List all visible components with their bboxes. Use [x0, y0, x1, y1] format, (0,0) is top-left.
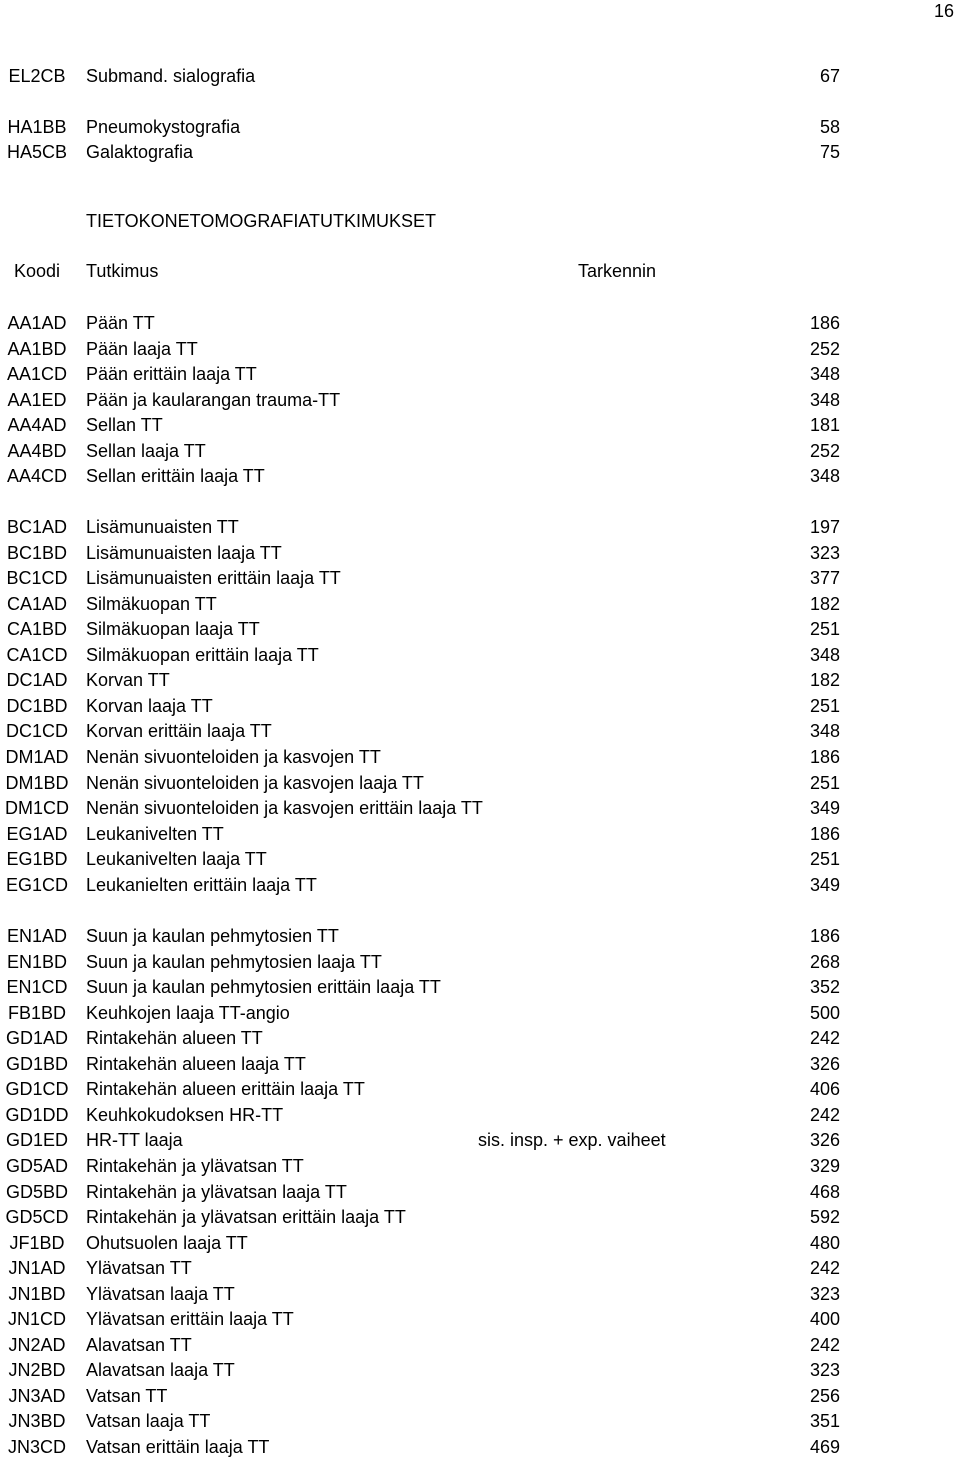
row-name: Rintakehän ja ylävatsan laaja TT: [86, 1182, 347, 1202]
row-price: 242: [809, 1028, 840, 1048]
row-code: GD1DD: [5, 1105, 69, 1125]
row-name: Nenän sivuonteloiden ja kasvojen laaja TT: [86, 773, 424, 793]
row-name: Silmäkuopan laaja TT: [86, 619, 260, 639]
header-spec: Tarkennin: [578, 261, 657, 281]
row-price: 251: [809, 773, 840, 793]
row-price: 242: [809, 1105, 840, 1125]
table-row: [0, 1051, 960, 1077]
row-price: 252: [809, 441, 840, 461]
header-code: Koodi: [13, 261, 61, 281]
row-name: Ohutsuolen laaja TT: [86, 1233, 248, 1253]
row-price: 592: [809, 1207, 840, 1227]
row-name: Ylävatsan laaja TT: [86, 1284, 235, 1304]
row-name: Rintakehän ja ylävatsan TT: [86, 1156, 304, 1176]
row-price: 377: [809, 568, 840, 588]
row-code: JN2AD: [8, 1335, 66, 1355]
table-row: [0, 667, 960, 693]
table-row: [0, 770, 960, 796]
table-row: [0, 412, 960, 438]
row-code: DC1BD: [6, 696, 68, 716]
row-price: 326: [809, 1054, 840, 1074]
row-price: 251: [809, 696, 840, 716]
row-code: JN1BD: [8, 1284, 66, 1304]
row-note: sis. insp. + exp. vaiheet: [478, 1130, 666, 1150]
row-name: Vatsan erittäin laaja TT: [86, 1437, 270, 1457]
row-price: 256: [809, 1386, 840, 1406]
row-name: HR-TT laaja: [86, 1130, 183, 1150]
row-code: EN1AD: [6, 926, 68, 946]
row-price: 268: [809, 952, 840, 972]
row-name: Alavatsan laaja TT: [86, 1360, 235, 1380]
row-name: Leukanielten erittäin laaja TT: [86, 875, 317, 895]
row-code: GD5CD: [5, 1207, 69, 1227]
row-code: GD1ED: [5, 1130, 68, 1150]
row-code: EG1AD: [6, 824, 68, 844]
table-row: [0, 744, 960, 770]
table-row: [0, 923, 960, 949]
row-code: AA1AD: [7, 313, 67, 333]
table-row: [0, 821, 960, 847]
row-code: EG1CD: [5, 875, 68, 895]
row-code: CA1BD: [6, 619, 68, 639]
section-title: TIETOKONETOMOGRAFIATUTKIMUKSET: [86, 211, 437, 231]
table-row: [0, 642, 960, 668]
row-name: Rintakehän alueen erittäin laaja TT: [86, 1079, 365, 1099]
row-code: GD1BD: [5, 1054, 68, 1074]
row-price: 58: [819, 117, 840, 137]
row-name: Alavatsan TT: [86, 1335, 192, 1355]
row-name: Suun ja kaulan pehmytosien TT: [86, 926, 339, 946]
row-price: 500: [809, 1003, 840, 1023]
row-code: AA4BD: [7, 441, 67, 461]
row-price: 181: [809, 415, 840, 435]
row-name: Keuhkojen laaja TT-angio: [86, 1003, 290, 1023]
table-row: [0, 1153, 960, 1179]
row-code: BC1CD: [6, 568, 68, 588]
table-row: [0, 949, 960, 975]
table-row: [0, 463, 960, 489]
row-name: Lisämunuaisten laaja TT: [86, 543, 282, 563]
row-code: BC1AD: [6, 517, 68, 537]
table-row: [0, 1434, 960, 1460]
row-price: 251: [809, 849, 840, 869]
row-name: Pään TT: [86, 313, 155, 333]
row-name: Lisämunuaisten TT: [86, 517, 239, 537]
row-code: JN3AD: [8, 1386, 66, 1406]
row-code: AA1ED: [7, 390, 67, 410]
table-row: [0, 591, 960, 617]
row-price: 348: [809, 390, 840, 410]
row-price: 67: [819, 66, 840, 86]
row-name: Korvan laaja TT: [86, 696, 213, 716]
table-row: [0, 514, 960, 540]
row-price: 323: [809, 543, 840, 563]
row-price: 348: [809, 466, 840, 486]
row-code: HA5CB: [6, 142, 68, 162]
row-code: GD1CD: [5, 1079, 69, 1099]
row-price: 348: [809, 721, 840, 741]
row-code: EG1BD: [6, 849, 68, 869]
row-name: Lisämunuaisten erittäin laaja TT: [86, 568, 341, 588]
row-code: DC1CD: [5, 721, 68, 741]
row-price: 406: [809, 1079, 840, 1099]
row-code: DM1BD: [5, 773, 69, 793]
row-name: Ylävatsan erittäin laaja TT: [86, 1309, 294, 1329]
row-code: JN1AD: [8, 1258, 66, 1278]
row-name: Sellan TT: [86, 415, 163, 435]
table-row: [0, 1230, 960, 1256]
table-row: [0, 1025, 960, 1051]
row-name: Pään ja kaularangan trauma-TT: [86, 390, 341, 410]
table-row: [0, 974, 960, 1000]
row-code: AA1CD: [6, 364, 68, 384]
row-price: 348: [809, 645, 840, 665]
row-name: Pneumokystografia: [86, 117, 241, 137]
table-row: [0, 1281, 960, 1307]
row-price: 349: [809, 798, 840, 818]
row-price: 186: [809, 824, 840, 844]
row-price: 242: [809, 1335, 840, 1355]
row-code: BC1BD: [6, 543, 68, 563]
row-code: EL2CB: [8, 66, 66, 86]
row-name: Silmäkuopan erittäin laaja TT: [86, 645, 319, 665]
row-name: Galaktografia: [86, 142, 194, 162]
row-price: 252: [809, 339, 840, 359]
table-row: [0, 795, 960, 821]
row-code: JN3CD: [7, 1437, 66, 1457]
row-price: 469: [809, 1437, 840, 1457]
table-row: [0, 1306, 960, 1332]
row-code: JF1BD: [9, 1233, 65, 1253]
row-code: AA4CD: [6, 466, 68, 486]
table-header: [0, 258, 960, 284]
table-row: [0, 1076, 960, 1102]
table-row: [0, 846, 960, 872]
row-code: AA4AD: [7, 415, 67, 435]
row-price: 480: [809, 1233, 840, 1253]
row-price: 186: [809, 747, 840, 767]
table-row: [0, 540, 960, 566]
row-code: HA1BB: [7, 117, 67, 137]
row-name: Rintakehän ja ylävatsan erittäin laaja TT: [86, 1207, 406, 1227]
table-row: [0, 1332, 960, 1358]
row-price: 352: [809, 977, 840, 997]
row-code: AA1BD: [7, 339, 67, 359]
row-code: DM1AD: [5, 747, 69, 767]
row-code: CA1CD: [6, 645, 68, 665]
row-code: DM1CD: [4, 798, 69, 818]
row-name: Pään erittäin laaja TT: [86, 364, 257, 384]
table-row: [0, 1255, 960, 1281]
table-row: [0, 1179, 960, 1205]
row-name: Keuhkokudoksen HR-TT: [86, 1105, 284, 1125]
row-code: JN3BD: [8, 1411, 66, 1431]
table-row: [0, 114, 960, 140]
row-name: Rintakehän alueen laaja TT: [86, 1054, 306, 1074]
table-row: [0, 1383, 960, 1409]
row-name: Leukanivelten TT: [86, 824, 224, 844]
row-name: Sellan laaja TT: [86, 441, 206, 461]
table-row: [0, 565, 960, 591]
row-name: Korvan erittäin laaja TT: [86, 721, 272, 741]
row-name: Korvan TT: [86, 670, 170, 690]
row-name: Pään laaja TT: [86, 339, 198, 359]
row-price: 349: [809, 875, 840, 895]
row-name: Vatsan TT: [86, 1386, 168, 1406]
row-price: 182: [809, 670, 840, 690]
row-price: 326: [809, 1130, 840, 1150]
row-code: DC1AD: [6, 670, 68, 690]
row-name: Ylävatsan TT: [86, 1258, 192, 1278]
row-code: EN1BD: [6, 952, 68, 972]
row-name: Suun ja kaulan pehmytosien erittäin laaja TT: [86, 977, 441, 997]
row-name: Nenän sivuonteloiden ja kasvojen TT: [86, 747, 381, 767]
row-price: 348: [809, 364, 840, 384]
header-name: Tutkimus: [86, 261, 159, 281]
table-row: [0, 63, 960, 89]
row-name: Silmäkuopan TT: [86, 594, 217, 614]
row-code: GD5AD: [5, 1156, 68, 1176]
table-row: [0, 1408, 960, 1434]
table-row: [0, 1357, 960, 1383]
row-price: 182: [809, 594, 840, 614]
row-name: Nenän sivuonteloiden ja kasvojen erittäin laaja TT: [86, 798, 483, 818]
row-code: JN1CD: [7, 1309, 66, 1329]
table-row: [0, 310, 960, 336]
table-row: [0, 718, 960, 744]
row-code: EN1CD: [6, 977, 68, 997]
table-row: [0, 139, 960, 165]
row-price: 186: [809, 313, 840, 333]
row-price: 75: [819, 142, 840, 162]
row-price: 323: [809, 1284, 840, 1304]
row-code: GD5BD: [5, 1182, 68, 1202]
table-row: [0, 616, 960, 642]
row-price: 251: [809, 619, 840, 639]
table-row: [0, 336, 960, 362]
row-code: CA1AD: [6, 594, 68, 614]
row-name: Rintakehän alueen TT: [86, 1028, 263, 1048]
row-price: 197: [809, 517, 840, 537]
row-price: 351: [809, 1411, 840, 1431]
row-name: Vatsan laaja TT: [86, 1411, 211, 1431]
table-row: [0, 1102, 960, 1128]
table-row: [0, 1000, 960, 1026]
table-row: [0, 387, 960, 413]
row-price: 242: [809, 1258, 840, 1278]
page-number: 16: [933, 1, 954, 21]
table-row: [0, 438, 960, 464]
row-price: 329: [809, 1156, 840, 1176]
row-price: 400: [809, 1309, 840, 1329]
row-name: Suun ja kaulan pehmytosien laaja TT: [86, 952, 382, 972]
row-price: 323: [809, 1360, 840, 1380]
row-code: JN2BD: [8, 1360, 66, 1380]
row-name: Sellan erittäin laaja TT: [86, 466, 265, 486]
row-name: Leukanivelten laaja TT: [86, 849, 267, 869]
table-row: [0, 872, 960, 898]
row-price: 186: [809, 926, 840, 946]
row-code: GD1AD: [5, 1028, 68, 1048]
table-row: [0, 1204, 960, 1230]
table-row: [0, 361, 960, 387]
row-code: FB1BD: [7, 1003, 67, 1023]
table-row: [0, 1127, 960, 1153]
row-price: 468: [809, 1182, 840, 1202]
table-row: [0, 693, 960, 719]
row-name: Submand. sialografia: [86, 66, 256, 86]
